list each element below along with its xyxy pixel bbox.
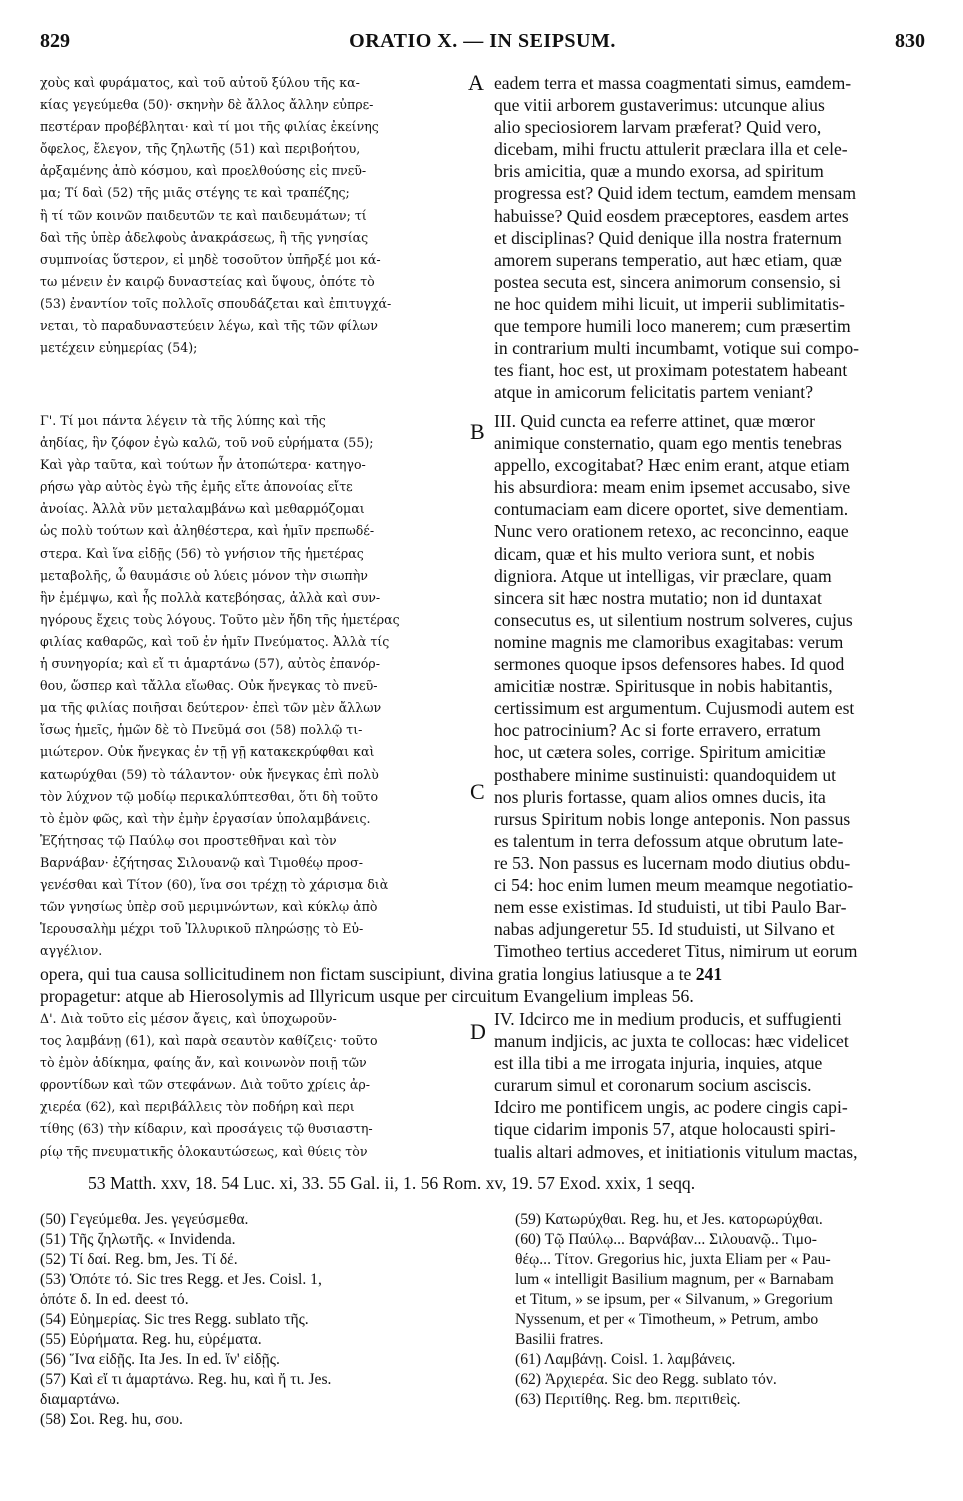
text-line: habuisse? Quid eosdem præceptores, easdem artes <box>494 205 849 226</box>
margin-marker-c: C <box>470 779 485 804</box>
text-line: ἡ συνηγορία; καὶ εἴ τι ἁμαρτάνω (57), αὐτὸς ἐπανόρ- <box>40 656 380 672</box>
text-line: ὡς πολὺ τούτων καὶ ἀληθέστερα, καὶ ἡμῖν πρεπωδέ- <box>40 523 375 539</box>
text-line: κατωρύχθαι (59) τὸ τάλαντον· οὐκ ἤνεγκας ἐπὶ πολὺ <box>40 766 379 782</box>
running-header <box>40 30 925 60</box>
text-line: θου, ὥσπερ καὶ τἄλλα εἴωθας. Οὐκ ἤνεγκας τὸ πνεῦ- <box>40 678 378 694</box>
text-line: in contrarium multi incumbamt, votique sui compo- <box>494 338 860 359</box>
text-line: (61) Λαμβάνῃ. Coisl. 1. λαμβάνεις. <box>515 1351 736 1368</box>
text-line: curarum simul et coronarum socium asciscis. <box>494 1075 812 1096</box>
text-line: digniora. Atque ut intelligas, vir præclare, quam <box>494 565 832 586</box>
text-line: τῶν γνησίως ὑπὲρ σοῦ μεριμνώντων, καὶ κύκλῳ ἀπὸ <box>40 899 378 915</box>
text-line: τὸν λύχνον τῷ μοδίῳ περικαλύπτεσθαι, ὅτι δὴ τοῦτο <box>40 788 379 804</box>
text-line: nem esse existimas. Id studuisti, ut tibi Paulo Bar- <box>494 897 847 918</box>
text-line: (52) Τί δαί. Reg. bm, Jes. Τί δέ. <box>40 1251 238 1268</box>
text-line: φιλίας καθαρῶς, καὶ τοῦ ἐν ἡμῖν Πνεύματος. Ἀλλὰ τίς <box>40 633 390 649</box>
text-line: Nunc vero orationem retexo, ac reconcinno, eaque <box>494 521 849 542</box>
text-line: rursus Spiritum nobis longe anteponis. Non passus <box>494 808 851 829</box>
text-line: tes fiant, hoc est, ut proximam potestatem habeant <box>494 360 848 381</box>
text-line: eadem terra et massa coagmentati simus, eamdem- <box>494 73 852 93</box>
text-line: (51) Τῆς ζηλωτῆς. « Invidenda. <box>40 1231 236 1248</box>
text-line: (53) Ὁπότε τό. Sic tres Regg. et Jes. Coisl. 1, <box>40 1271 322 1288</box>
text-line: ἣν ἐμέμψω, καὶ ἧς πολλὰ κατεβόησας, ἀλλὰ καὶ συν- <box>40 589 381 605</box>
text-line: lum « intelligit Basilium magnum, per « Barnabam <box>515 1271 834 1288</box>
text-line: re 53. Non passus es lucernam modo diutius obdu- <box>494 852 851 873</box>
text-line: φροντίδων καὶ τῶν στεφάνων. Διὰ τοῦτο χρίεις ἀρ- <box>40 1077 371 1093</box>
greek-column-bottom <box>40 1008 460 1163</box>
text-line: ρήσω γὰρ αὐτὸς ἐγὼ τῆς ἐμῆς εἴτε ἀπονοίας εἴτε <box>40 479 353 495</box>
text-line: nabas adjungeretur 55. Id studuisti, ut Silvano et <box>494 919 835 940</box>
text-line: bris amicitia, quæ a mundo exorsa, ad spiritum <box>494 161 824 182</box>
text-line: Γ'. Τί μοι πάντα λέγειν τὰ τῆς λύπης καὶ τῆς <box>40 413 326 428</box>
text-line: Δ'. Διὰ τοῦτο εἰς μέσον ἄγεις, καὶ ὑποχωροῦν- <box>40 1011 337 1026</box>
text-line: στερα. Καὶ ἵνα εἰδῇς (56) τὸ γνήσιον τῆς ἡμετέρας <box>40 545 364 561</box>
text-line: nomine magnis me clamoribus exagitabas: verum <box>494 631 844 652</box>
text-line: certissimum est argumentum. Cujusmodi autem est <box>494 698 855 719</box>
text-line: πεστέραν προβέβληται· καὶ τί μοι τῆς φιλίας ἐκείνης <box>40 119 379 135</box>
text-line: τὸ ἐμὸν ἀδίκημα, φαίης ἄν, καὶ κοινωνὸν ποιῇ τῶν <box>40 1055 367 1071</box>
text-line: τω μένειν ἐν καιρῷ δυναστείας καὶ ὕψους, ὁπότε τὸ <box>40 273 375 289</box>
text-line: Ἐζήτησας τῷ Παύλῳ σοι προστεθῆναι καὶ τὸν <box>40 832 337 848</box>
text-line: nos pluris fortasse, quam alios omnes ducis, ita <box>494 786 826 807</box>
text-line: ὄφελος, ἔλεγον, τῆς ζηλωτῆς (51) καὶ περιβοήτου, <box>40 141 361 157</box>
text-line: animique consternatio, quam ego mentis tenebras <box>494 433 842 454</box>
text-line: que tempore humili loco manerem; cum præsertim <box>494 316 851 337</box>
text-line: αγγέλιον. <box>40 943 103 959</box>
text-line: (53) ἐναντίον τοῖς πολλοῖς σπουδάζεται καὶ ἐπιτυγχά- <box>40 295 392 311</box>
text-line: νεται, τὸ παραδυναστεύειν λέγω, καὶ τῆς τῶν φίλων <box>40 318 378 334</box>
text-line: propagetur: atque ab Hierosolymis ad Illyricum usque per circuitum Evangelium impleas 56. <box>40 986 694 1007</box>
margin-marker-a: A <box>468 70 484 95</box>
text-line: Idciro me pontificem ungis, ac podere cingis capi- <box>494 1097 848 1118</box>
text-line: atque in amicorum felicitatis partem veniant? <box>494 382 814 403</box>
text-line: dicam, quæ et his multo veriora sunt, et nobis <box>494 543 815 564</box>
text-line: χοὺς καὶ φυράματος, καὶ τοῦ αὐτοῦ ξύλου τῆς κα- <box>40 75 360 90</box>
text-line: χιερέα (62), καὶ περιβάλλεις τὸν ποδήρη καὶ περι <box>40 1099 355 1115</box>
text-line: his absurdiora: meam enim ipsemet accusabo, sive <box>494 477 851 498</box>
scripture-references: 53 Matth. xxv, 18. 54 Luc. xi, 33. 55 Gal. ii, 1. 56 Rom. xv, 19. 57 Exod. xxix, 1 seqq. <box>88 1173 696 1193</box>
text-line: δαὶ τῆς ὑπὲρ ἀδελφοὺς ἀνακράσεως, ἢ τῆς γνησίας <box>40 229 369 245</box>
text-line: amicitiæ nostræ. Spiritusque in nobis habitantis, <box>494 676 833 697</box>
text-line: (62) Ἀρχιερέα. Sic deo Regg. sublato τόν. <box>515 1371 777 1388</box>
text-line: IV. Idcirco me in medium producis, et suffugienti <box>494 1009 842 1029</box>
text-line: et Titum, » se ipsum, per « Silvanum, » Gregorium <box>515 1291 833 1308</box>
text-line: ἀηδίας, ἣν ζόφον ἐγὼ καλῶ, τοῦ νοῦ εὑρήματα (55); <box>40 435 374 451</box>
text-line: et disciplinas? Quid denique illa nostra fraternum <box>494 227 842 248</box>
text-line: (58) Σοι. Reg. hu, σου. <box>40 1411 183 1428</box>
text-line: ηγόρους ἔχεις τοὺς λόγους. Τοῦτο μὲν ἤδη τῆς ἡμετέρας <box>40 611 400 627</box>
text-line: alio speciosiorem larvam præferat? Quid vero, <box>494 117 822 138</box>
text-line: (63) Περιτίθης. Reg. bm. περιτιθεὶς. <box>515 1391 741 1408</box>
text-line: ἀρξαμένης ἀπὸ κόσμου, καὶ προελθούσης εἰς πνεῦ- <box>40 163 367 179</box>
text-line: ne hoc quidem mihi licuit, ut imperii sublimitatis- <box>494 293 845 314</box>
greek-column-middle <box>40 410 460 962</box>
text-line: μα τῆς φιλίας ποιῆσαι δεύτερον· ἐπεὶ τῶν μὲν ἄλλων <box>40 700 382 716</box>
greek-column-top <box>40 72 460 359</box>
text-line: ἢ τί τῶν κοινῶν παιδευτῶν τε καὶ παιδευμάτων; τί <box>40 207 367 223</box>
text-line: appello, excogitabat? Hæc enim erant, atque etiam <box>494 455 850 476</box>
text-line: ci 54: hoc enim lumen meum meamque negotiatio- <box>494 874 854 895</box>
text-line: Βαρνάβαν· ἐζήτησας Σιλουανῷ καὶ Τιμοθέῳ προσ- <box>40 854 363 870</box>
text-line: posthabere minime sustinuisti: quandoquidem ut <box>494 764 837 785</box>
text-line: Timotheo tertius accederet Titus, nimirum ut eorum <box>494 941 858 962</box>
text-line: manum indjicis, ac juxta te collocas: hæc videlicet <box>494 1031 849 1052</box>
latin-column-top <box>494 72 934 403</box>
text-line: es talentum in terra defossum atque obrutum late- <box>494 830 844 851</box>
text-line: (59) Κατωρύχθαι. Reg. hu, et Jes. κατορωρύχθαι. <box>515 1211 823 1228</box>
text-line: μετέχειν εὐημερίας (54); <box>40 340 198 356</box>
text-line: amorem superans temperatio, aut hæc etiam, quæ <box>494 249 842 270</box>
margin-marker-d: D <box>470 1019 486 1044</box>
text-line: progressa est? Quid idem tectum, eamdem mensam <box>494 183 857 204</box>
text-line: (55) Εὑρήματα. Reg. hu, εὑρέματα. <box>40 1331 262 1348</box>
text-line: dicebam, mihi fructu attulerit præclara illa et cele- <box>494 139 848 160</box>
text-line: (57) Καὶ εἴ τι ἁμαρτάνω. Reg. hu, καὶ ἤ τι. Jes. <box>40 1371 332 1388</box>
text-line: postea secuta est, sincera animorum consensio, si <box>494 271 841 292</box>
latin-column-bottom <box>494 1008 934 1163</box>
text-line: tualis altari admoves, et initiationis vitulum mactas, <box>494 1141 858 1162</box>
page-number-left: 829 <box>40 30 70 52</box>
text-line: sincera sit hæc nostra mutatio; non id duntaxat <box>494 587 822 608</box>
text-line: Nyssenum, et per « Timotheum, » Petrum, ambo <box>515 1311 819 1328</box>
margin-marker-b: B <box>470 419 485 444</box>
text-line: κίας γεγεύμεθα (50)· σκηνὴν δὲ ἄλλος ἄλλην εὐπρε- <box>40 97 374 113</box>
page-marker: 241 <box>695 964 723 984</box>
text-line: τὸ ἐμὸν φῶς, καὶ τὴν ἐμὴν ἐργασίαν ὑπολαμβάνεις. <box>40 810 371 826</box>
text-line: συμπνοίας ὕστερον, εἰ μηδὲ τοσοῦτον ὑπῆρξέ μοι κά- <box>40 251 381 267</box>
text-line: Καὶ γὰρ ταῦτα, καὶ τούτων ἦν ἀτοπώτερα· κατηγο- <box>40 457 366 473</box>
footnotes-right <box>515 1210 935 1410</box>
text-line: (54) Εὐημερίας. Sic tres Regg. sublato τῆς. <box>40 1311 309 1328</box>
latin-full-width <box>40 963 935 1007</box>
text-line: opera, qui tua causa sollicitudinem non fictam suscipiunt, divina gratia longius latiusque a te 241 <box>40 964 723 984</box>
text-line: γενέσθαι καὶ Τίτον (60), ἵνα σοι τρέχῃ τὸ χάρισμα διὰ <box>40 876 389 892</box>
text-line: III. Quid cuncta ea referre attinet, quæ mœror <box>494 411 815 431</box>
text-line: hoc, ut cætera soles, corrige. Spiritum amicitiæ <box>494 742 826 763</box>
text-line: θέῳ... Τίτον. Gregorius hic, juxta Eliam per « Pau- <box>515 1251 831 1268</box>
text-line: μιώτερον. Οὐκ ἤνεγκας ἐν τῇ γῇ κατακεκρύφθαι καὶ <box>40 744 375 760</box>
text-line: est illa tibi a me irrogata injuria, inquies, atque <box>494 1053 823 1074</box>
text-line: (50) Γεγεύμεθα. Jes. γεγεύσμεθα. <box>40 1211 249 1228</box>
text-line: consecutus es, ut silentium nostrum solveres, cujus <box>494 609 853 630</box>
text-line: tique cidarim imponis 57, atque holocausti spiri- <box>494 1119 836 1140</box>
page-number-right: 830 <box>895 30 925 52</box>
text-line: ἀνοίας. Ἀλλὰ νῦν μεταλαμβάνω καὶ μεθαρμόζομαι <box>40 501 365 517</box>
page-title: ORATIO X. — IN SEIPSUM. <box>349 30 616 52</box>
text-line: ὁπότε δ. In ed. deest τό. <box>40 1291 189 1308</box>
text-line: μεταβολῆς, ὦ θαυμάσιε οὐ λύεις μόνον τὴν σιωπὴν <box>40 567 368 583</box>
text-line: sermones quoque ipsos defensores habes. Id quod <box>494 654 845 675</box>
latin-column-middle <box>494 410 934 962</box>
text-line: Ἱερουσαλὴμ μέχρι τοῦ Ἰλλυρικοῦ πληρώσῃς τὸ Εὐ- <box>40 921 364 937</box>
text-line: ἴσως ἡμεῖς, ἡμῶν δὲ τὸ Πνεῦμά σοι (58) πολλῷ τι- <box>40 722 363 738</box>
text-line: (60) Τῷ Παύλῳ... Βαρνάβαν... Σιλουανῷ.. Τιμο- <box>515 1231 817 1248</box>
text-line: que vitii arborem gustaverimus: utcunque alius <box>494 95 825 116</box>
text-line: τίθης (63) τὴν κίδαριν, καὶ προσάγεις τῷ θυσιαστη- <box>40 1121 373 1137</box>
text-line: ρίῳ τῆς πνευματικῆς ὁλοκαυτώσεως, καὶ θύεις τὸν <box>40 1143 368 1159</box>
footnotes-left <box>40 1210 480 1430</box>
text-line: Basilii fratres. <box>515 1331 604 1348</box>
text-line: hoc patrocinium? Ac si forte erravero, erratum <box>494 720 821 741</box>
text-line: διαμαρτάνω. <box>40 1391 120 1408</box>
text-line: (56) Ἵνα εἰδῇς. Ita Jes. In ed. ἵν' εἰδῇς. <box>40 1351 280 1368</box>
text-line: contumaciam eam dicere oportet, sive dementiam. <box>494 499 849 520</box>
text-line: μα; Τί δαὶ (52) τῆς μιᾶς στέγης τε καὶ τραπέζης; <box>40 185 350 201</box>
text-line: τος λαμβάνῃ (61), καὶ παρὰ σεαυτὸν καθίζεις· τοῦτο <box>40 1033 378 1049</box>
